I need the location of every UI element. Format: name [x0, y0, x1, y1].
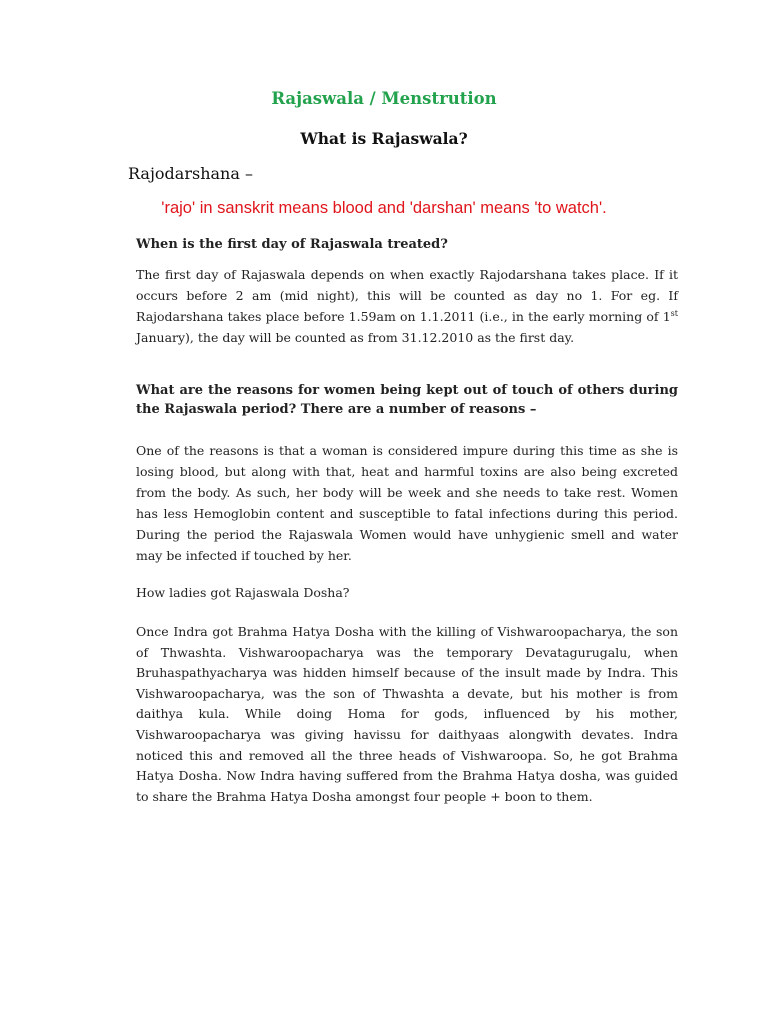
definition-text: 'rajo' in sanskrit means blood and 'darshan' means 'to watch'.: [161, 199, 607, 217]
section1-heading: When is the first day of Rajaswala treated?: [136, 237, 448, 252]
section1-paragraph: [136, 264, 678, 348]
document-title: Rajaswala / Menstrution: [271, 89, 497, 108]
section1-paragraph-part2: January), the day will be counted as from 31.12.2010 as the first day.: [136, 330, 575, 345]
section2-paragraph: One of the reasons is that a woman is considered impure during this time as she is losing blood, but along with that, heat and harmful toxins are also being excreted from the body. As such, her body will be week and she needs to take rest. Women has less Hemoglobin content and susceptible to fatal infections during this period. During the period the Rajaswala Women would have unhygienic smell and water may be infected if touched by her.: [136, 443, 678, 563]
question-heading: What is Rajaswala?: [300, 129, 468, 148]
ordinal-superscript: st: [670, 308, 678, 318]
section2-heading: What are the reasons for women being kept out of touch of others during the Rajaswala period? There are a number of reasons –: [136, 383, 678, 417]
section1-paragraph-part1: The first day of Rajaswala depends on when exactly Rajodarshana takes place. If it occurs before 2 am (mid night), this will be counted as day no 1. For eg. If Rajodarshana takes place before 1.59am on 1.1.2011 (i.e., in the early morning of 1: [136, 267, 678, 324]
section3-paragraph: Once Indra got Brahma Hatya Dosha with the killing of Vishwaroopacharya, the son of Thwashta. Vishwaroopacharya was the temporary Devatagurugalu, when Bruhaspathyacharya was hidden himself because of the insult made by Indra. This Vishwaroopacharya, was the son of Thwashta a devate, but his mother is from daithya kula. While doing Homa for gods, influenced by his mother, Vishwaroopacharya was giving havissu for daithyaas alongwith devates. Indra noticed this and removed all the three heads of Vishwaroopa. So, he got Brahma Hatya Dosha. Now Indra having suffered from the Brahma Hatya dosha, was guided to share the Brahma Hatya Dosha amongst four people + boon to them.: [136, 624, 678, 804]
term-heading: Rajodarshana –: [128, 164, 253, 183]
section3-heading: How ladies got Rajaswala Dosha?: [136, 585, 350, 600]
